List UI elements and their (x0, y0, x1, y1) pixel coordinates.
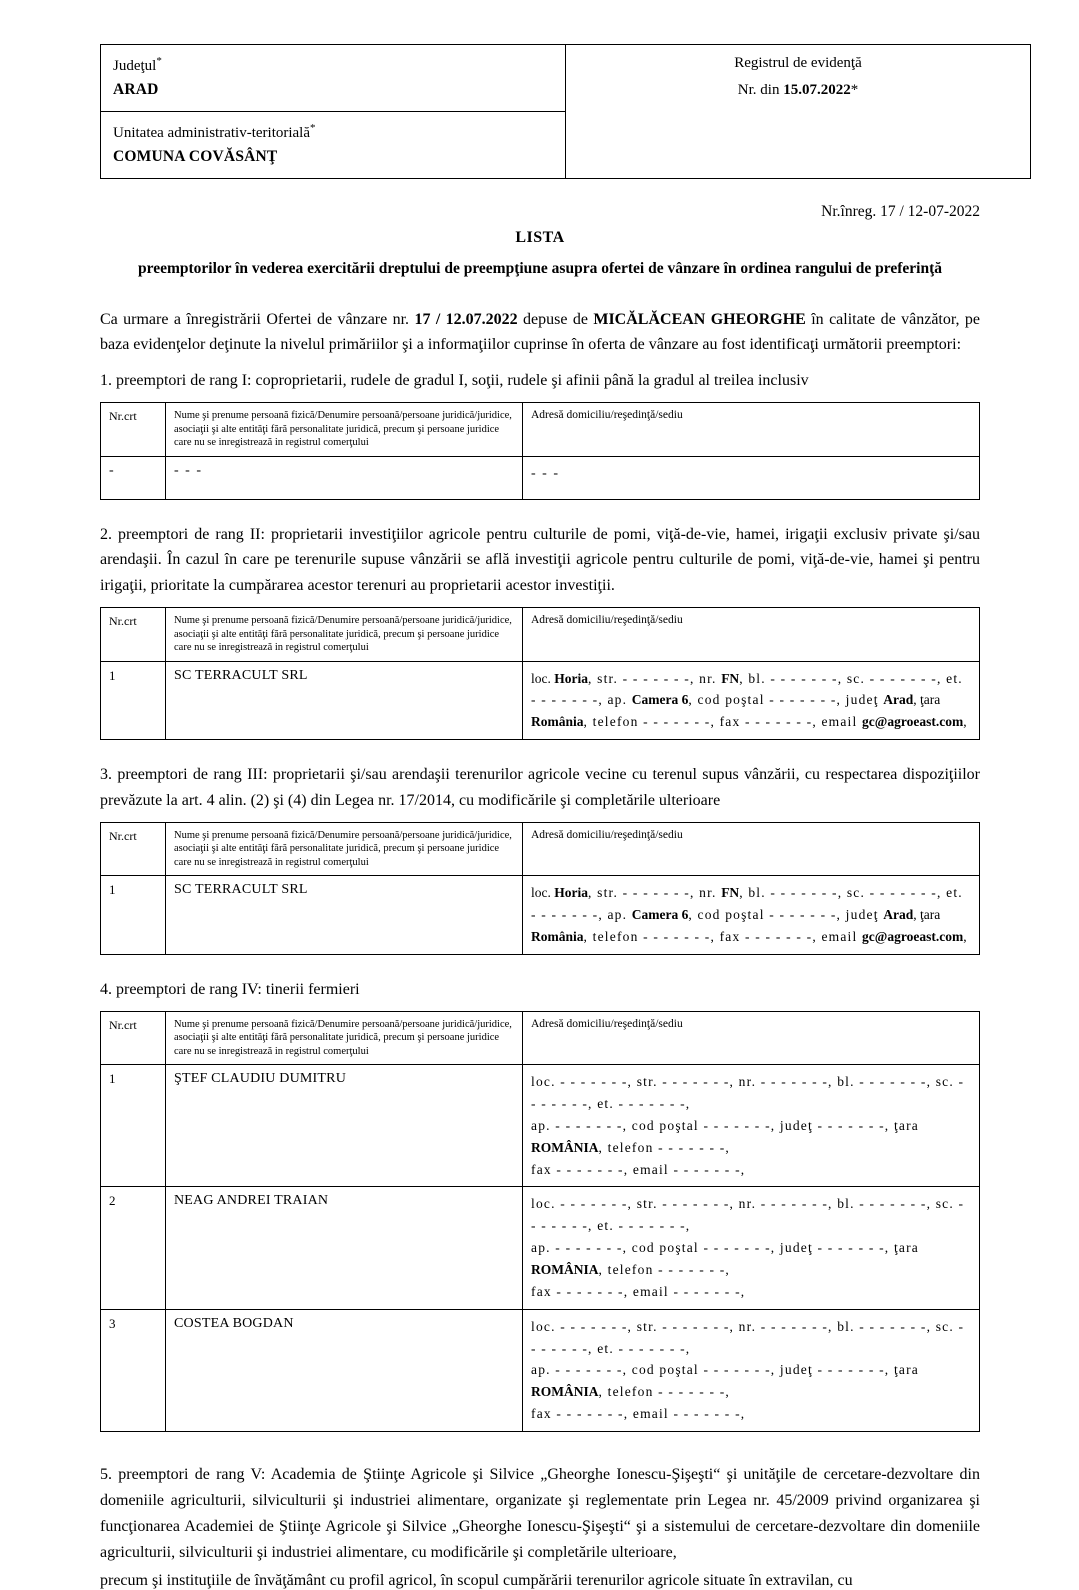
cell-name: COSTEA BOGDAN (166, 1309, 523, 1431)
cell-address: - - - (523, 456, 980, 499)
rank-4-heading: 4. preemptori de rang IV: tinerii fermieri (100, 980, 360, 998)
col-name: Nume şi prenume persoană fizică/Denumire persoană/persoane juridică/juridice, asociaţii şi alte entităţi fără personalitate juridică, precum şi persoane juridice care nu se inregistrează in registrul comerţului (166, 822, 523, 875)
county-cell (101, 45, 566, 112)
rank-5-paragraph: 5. preemptori de rang V: Academia de Ştiinţe Agricole şi Silvice „Gheorghe Ionescu-Şişeşti“ şi unităţile de cercetare-dezvoltare din domeniile agriculturii, silviculturii şi industriei alimentare, organizate şi reglementate prin Legea nr. 45/2009 privind organizarea şi funcţionarea Academiei de Ştiinţe Agricole şi Silvice „Gheorghe Ionescu-Şişeşti“ şi a sistemului de cercetare-dezvoltare din domeniile agriculturii, silviculturii şi industriei alimentare, cu modificările şi completările ulterioare, (100, 1465, 980, 1561)
rank-2-table (100, 607, 980, 740)
cell-address (523, 1309, 980, 1431)
rank-1-heading: 1. preemptori de rang I: coproprietarii, rudele de gradul I, soţii, rudele şi afinii până la gradul al treilea inclusiv (100, 372, 809, 390)
col-nr: Nr.crt (101, 608, 166, 661)
col-name: Nume şi prenume persoană fizică/Denumire persoană/persoane juridică/juridice, asociaţii şi alte entităţi fără personalitate juridică, precum şi persoane juridice care nu se inregistrează in registrul comerţului (166, 1011, 523, 1064)
uat-label: Unitatea administrativ-teritorială* (113, 121, 316, 141)
cell-address: loc. Horia, str. - - - - - - -, nr. FN, bl. - - - - - - -, sc. - - - - - - -, et. - - - - - - -, ap. Camera 6, cod poştal - - - - - - -, judeţ Arad, ţara România, telefon - - - - - - -, fax - - - - - - -, email gc@agroeast.com, (523, 876, 980, 955)
table-row (101, 661, 980, 740)
col-address: Adresă domiciliu/reşedinţă/sediu (523, 403, 980, 456)
cell-nr: - (101, 456, 166, 499)
rank-3-heading: 3. preemptori de rang III: proprietarii şi/sau arendaşii terenurilor agricole vecine cu terenul supus vânzării, cu respectarea dispoziţiilor prevăzute la art. 4 alin. (2) şi (4) din Legea nr. 17/2014, cu modificările şi completările ulterioare (100, 766, 980, 810)
address-line-3: fax - - - - - - -, email - - - - - - -, (531, 1161, 746, 1177)
page-subtitle: preemptorilor în vederea exercitării dreptului de preempţiune asupra ofertei de vânzare în ordinea rangului de preferinţă (137, 259, 943, 277)
registration-number: Nr.înreg. 17 / 12-07-2022 (821, 202, 980, 220)
address-line-2: ap. - - - - - - -, cod poştal - - - - - - -, judeţ - - - - - - -, ţara ROMÂNIA, telefon - - - - - - -, (531, 1240, 919, 1277)
required-star: * (310, 121, 316, 134)
page-title: LISTA (515, 228, 565, 246)
cell-nr: 1 (101, 1065, 166, 1187)
registry-title: Registrul de evidenţă (734, 55, 862, 71)
county-value: ARAD (113, 80, 159, 98)
registry-date: 15.07.2022 (783, 82, 851, 98)
cell-name: SC TERRACULT SRL (166, 661, 523, 740)
rank-1-table (100, 402, 980, 499)
cell-address: loc. Horia, str. - - - - - - -, nr. FN, bl. - - - - - - -, sc. - - - - - - -, et. - - - - - - -, ap. Camera 6, cod poştal - - - - - - -, judeţ Arad, ţara România, telefon - - - - - - -, fax - - - - - - -, email gc@agroeast.com, (523, 661, 980, 740)
offer-number: 17 / 12.07.2022 (414, 310, 518, 328)
registry-number-line: Nr. din 15.07.2022* (737, 82, 859, 98)
uat-value: COMUNA COVĂSÂNŢ (113, 147, 278, 165)
table-row (101, 1065, 980, 1187)
cell-address (523, 1065, 980, 1187)
cell-name: SC TERRACULT SRL (166, 876, 523, 955)
required-star: * (850, 82, 859, 98)
cell-nr: 3 (101, 1309, 166, 1431)
table-header-row (101, 822, 980, 875)
table-header-row (101, 403, 980, 456)
table-row (101, 456, 980, 499)
intro-text-1: Ca urmare a înregistrării Ofertei de vânzare nr. (100, 310, 415, 328)
address-line-2: ap. - - - - - - -, cod poştal - - - - - - -, judeţ - - - - - - -, ţara ROMÂNIA, telefon - - - - - - -, (531, 1117, 919, 1155)
intro-paragraph (100, 307, 980, 359)
col-address: Adresă domiciliu/reşedinţă/sediu (523, 608, 980, 661)
required-star: * (156, 55, 162, 67)
rank-3-table (100, 822, 980, 955)
address-line-1: loc. - - - - - - -, str. - - - - - - -, nr. - - - - - - -, bl. - - - - - - -, sc. - - - - - - -, et. - - - - - - -, (531, 1196, 965, 1234)
col-name: Nume şi prenume persoană fizică/Denumire persoană/persoane juridică/juridice, asociaţii şi alte entităţi fără personalitate juridică, precum şi persoane juridice care nu se inregistrează in registrul comerţului (166, 608, 523, 661)
header-table (100, 44, 1031, 179)
address-line-3: fax - - - - - - -, email - - - - - - -, (531, 1406, 746, 1422)
intro-text-2: depuse de (517, 310, 594, 328)
cell-name: ŞTEF CLAUDIU DUMITRU (166, 1065, 523, 1187)
county-label: Judeţul* (113, 55, 162, 74)
cell-name: NEAG ANDREI TRAIAN (166, 1187, 523, 1309)
table-row (101, 876, 980, 955)
uat-cell (101, 111, 566, 178)
intro-text-3: în calitate de vânzător, pe baza evidenţelor deţinute la nivelul primăriilor şi a informaţiilor cuprinse în oferta de vânzare au fost identificaţi următorii preemptori: (100, 310, 981, 354)
col-nr: Nr.crt (101, 403, 166, 456)
rank-4-table (100, 1011, 980, 1432)
rank-5-paragraph-clipped: precum şi instituţiile de învăţământ cu profil agricol, în scopul cumpărării terenurilor agricole situate în extravilan, cu (100, 1571, 853, 1589)
cell-nr: 1 (101, 876, 166, 955)
col-nr: Nr.crt (101, 822, 166, 875)
registry-cell (566, 45, 1031, 179)
cell-address (523, 1187, 980, 1309)
col-address: Adresă domiciliu/reşedinţă/sediu (523, 822, 980, 875)
rank-2-heading: 2. preemptori de rang II: proprietarii investiţiilor agricole pentru culturile de pomi, viţă-de-vie, hamei, irigaţii exclusiv private şi/sau arendaşii. În cazul în care pe terenurile supuse vânzării se află investiţii agricole pentru culturile de pomi, viţă-de-vie, hamei şi pentru irigaţii, prioritate la cumpărarea acestor terenuri au proprietarii acestor investiţii. (100, 525, 980, 595)
address-line-1: loc. - - - - - - -, str. - - - - - - -, nr. - - - - - - -, bl. - - - - - - -, sc. - - - - - - -, et. - - - - - - -, (531, 1318, 965, 1356)
col-nr: Nr.crt (101, 1011, 166, 1064)
cell-nr: 2 (101, 1187, 166, 1309)
address-line-2: ap. - - - - - - -, cod poştal - - - - - - -, judeţ - - - - - - -, ţara ROMÂNIA, telefon - - - - - - -, (531, 1362, 919, 1400)
table-row (101, 1187, 980, 1309)
seller-name: MICĂLĂCEAN GHEORGHE (593, 310, 806, 328)
table-row (101, 1309, 980, 1431)
address-line-1: loc. - - - - - - -, str. - - - - - - -, nr. - - - - - - -, bl. - - - - - - -, sc. - - - - - - -, et. - - - - - - -, (531, 1074, 965, 1111)
header-row-county (101, 45, 1031, 112)
table-header-row (101, 608, 980, 661)
cell-nr: 1 (101, 661, 166, 740)
address-line-3: fax - - - - - - -, email - - - - - - -, (531, 1283, 746, 1299)
cell-name: - - - (166, 456, 523, 499)
col-address: Adresă domiciliu/reşedinţă/sediu (523, 1011, 980, 1064)
col-name: Nume şi prenume persoană fizică/Denumire persoană/persoane juridică/juridice, asociaţii şi alte entităţi fără personalitate juridică, precum şi persoane juridice care nu se inregistrează in registrul comerţului (166, 403, 523, 456)
table-header-row (101, 1011, 980, 1064)
